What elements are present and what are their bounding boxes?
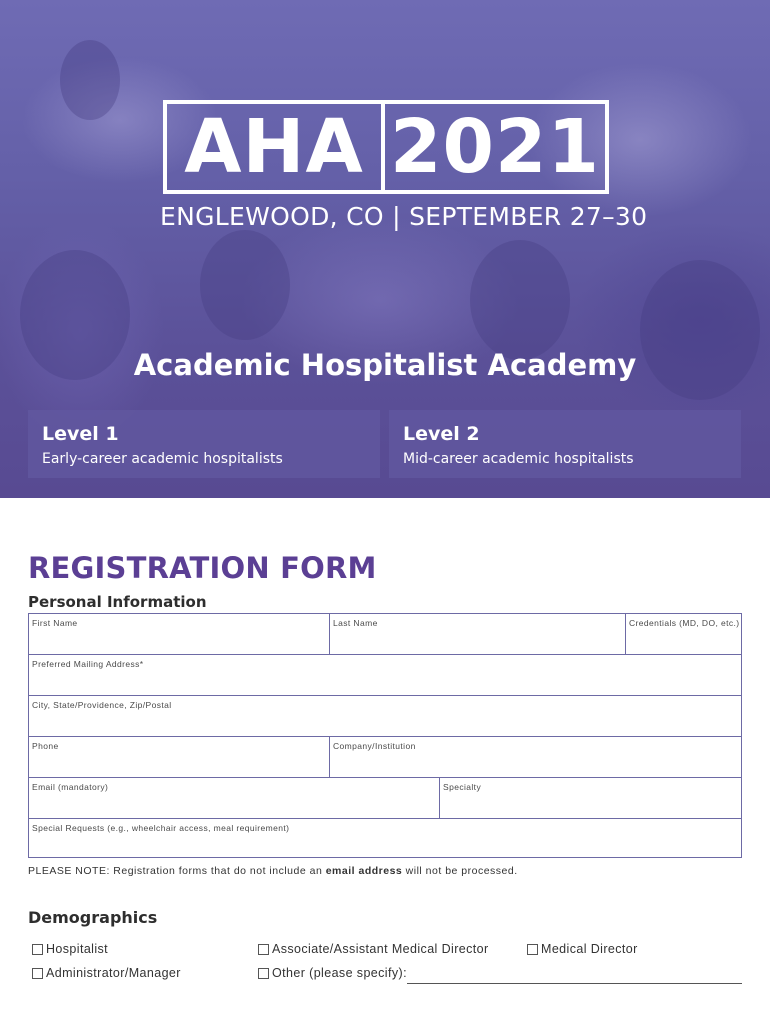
note-suffix: will not be processed. <box>402 865 518 877</box>
last-name-field[interactable] <box>329 614 625 654</box>
checkbox-square[interactable] <box>32 944 43 955</box>
logo-aha: AHA <box>167 104 385 190</box>
note-bold: email address <box>325 865 403 877</box>
checkbox-square[interactable] <box>258 944 269 955</box>
first-name-label: First Name <box>32 618 78 628</box>
other-label: Other (please specify): <box>272 966 407 980</box>
checkbox-square[interactable] <box>32 968 43 979</box>
checkbox-square[interactable] <box>258 968 269 979</box>
personal-information-form <box>28 613 742 858</box>
specialty-field[interactable] <box>439 778 741 818</box>
level-title: Level 1 <box>42 423 119 445</box>
level-title: Level 2 <box>403 423 480 445</box>
form-row <box>29 655 741 696</box>
form-row <box>29 819 741 858</box>
crowd-shape <box>200 230 290 340</box>
personal-information-heading: Personal Information <box>28 593 207 611</box>
event-logo <box>163 100 609 194</box>
demographics-heading: Demographics <box>28 908 158 927</box>
academy-title: Academic Hospitalist Academy <box>133 348 637 382</box>
associate-director-checkbox[interactable] <box>258 942 489 956</box>
other-specify-line[interactable] <box>407 983 742 984</box>
hero-banner <box>0 0 770 498</box>
city-state-zip-label: City, State/Providence, Zip/Postal <box>32 700 172 710</box>
form-row <box>29 696 741 737</box>
email-required-note <box>28 865 518 877</box>
mailing-address-label: Preferred Mailing Address* <box>32 659 144 669</box>
hospitalist-label: Hospitalist <box>46 942 109 956</box>
level-description: Early-career academic hospitalists <box>42 451 283 467</box>
crowd-shape <box>60 40 120 120</box>
first-name-field[interactable] <box>29 614 329 654</box>
phone-field[interactable] <box>29 737 329 777</box>
level-2-card <box>389 410 741 478</box>
email-label: Email (mandatory) <box>32 782 109 792</box>
administrator-checkbox[interactable] <box>32 966 181 980</box>
form-row <box>29 614 741 655</box>
credentials-label: Credentials (MD, DO, etc.) <box>629 618 740 628</box>
credentials-field[interactable] <box>625 614 741 654</box>
level-1-card <box>28 410 380 478</box>
event-location-date: ENGLEWOOD, CO | SEPTEMBER 27–30 <box>160 202 648 231</box>
last-name-label: Last Name <box>333 618 378 628</box>
company-field[interactable] <box>329 737 741 777</box>
phone-label: Phone <box>32 741 59 751</box>
associate-director-label: Associate/Assistant Medical Director <box>272 942 489 956</box>
other-checkbox[interactable] <box>258 966 407 980</box>
city-state-zip-field[interactable] <box>29 696 741 736</box>
special-requests-label: Special Requests (e.g., wheelchair access, meal requirement) <box>32 823 290 833</box>
checkbox-square[interactable] <box>527 944 538 955</box>
email-field[interactable] <box>29 778 439 818</box>
logo-year: 2021 <box>390 104 600 190</box>
administrator-label: Administrator/Manager <box>46 966 181 980</box>
special-requests-field[interactable] <box>29 819 741 858</box>
medical-director-label: Medical Director <box>541 942 638 956</box>
hospitalist-checkbox[interactable] <box>32 942 108 956</box>
note-prefix: PLEASE NOTE: Registration forms that do not include an <box>28 865 326 877</box>
medical-director-checkbox[interactable] <box>527 942 638 956</box>
level-description: Mid-career academic hospitalists <box>403 451 634 467</box>
specialty-label: Specialty <box>443 782 482 792</box>
company-label: Company/Institution <box>333 741 416 751</box>
crowd-shape <box>470 240 570 360</box>
form-row <box>29 778 741 819</box>
form-row <box>29 737 741 778</box>
registration-form-title: REGISTRATION FORM <box>28 551 377 585</box>
mailing-address-field[interactable] <box>29 655 741 695</box>
